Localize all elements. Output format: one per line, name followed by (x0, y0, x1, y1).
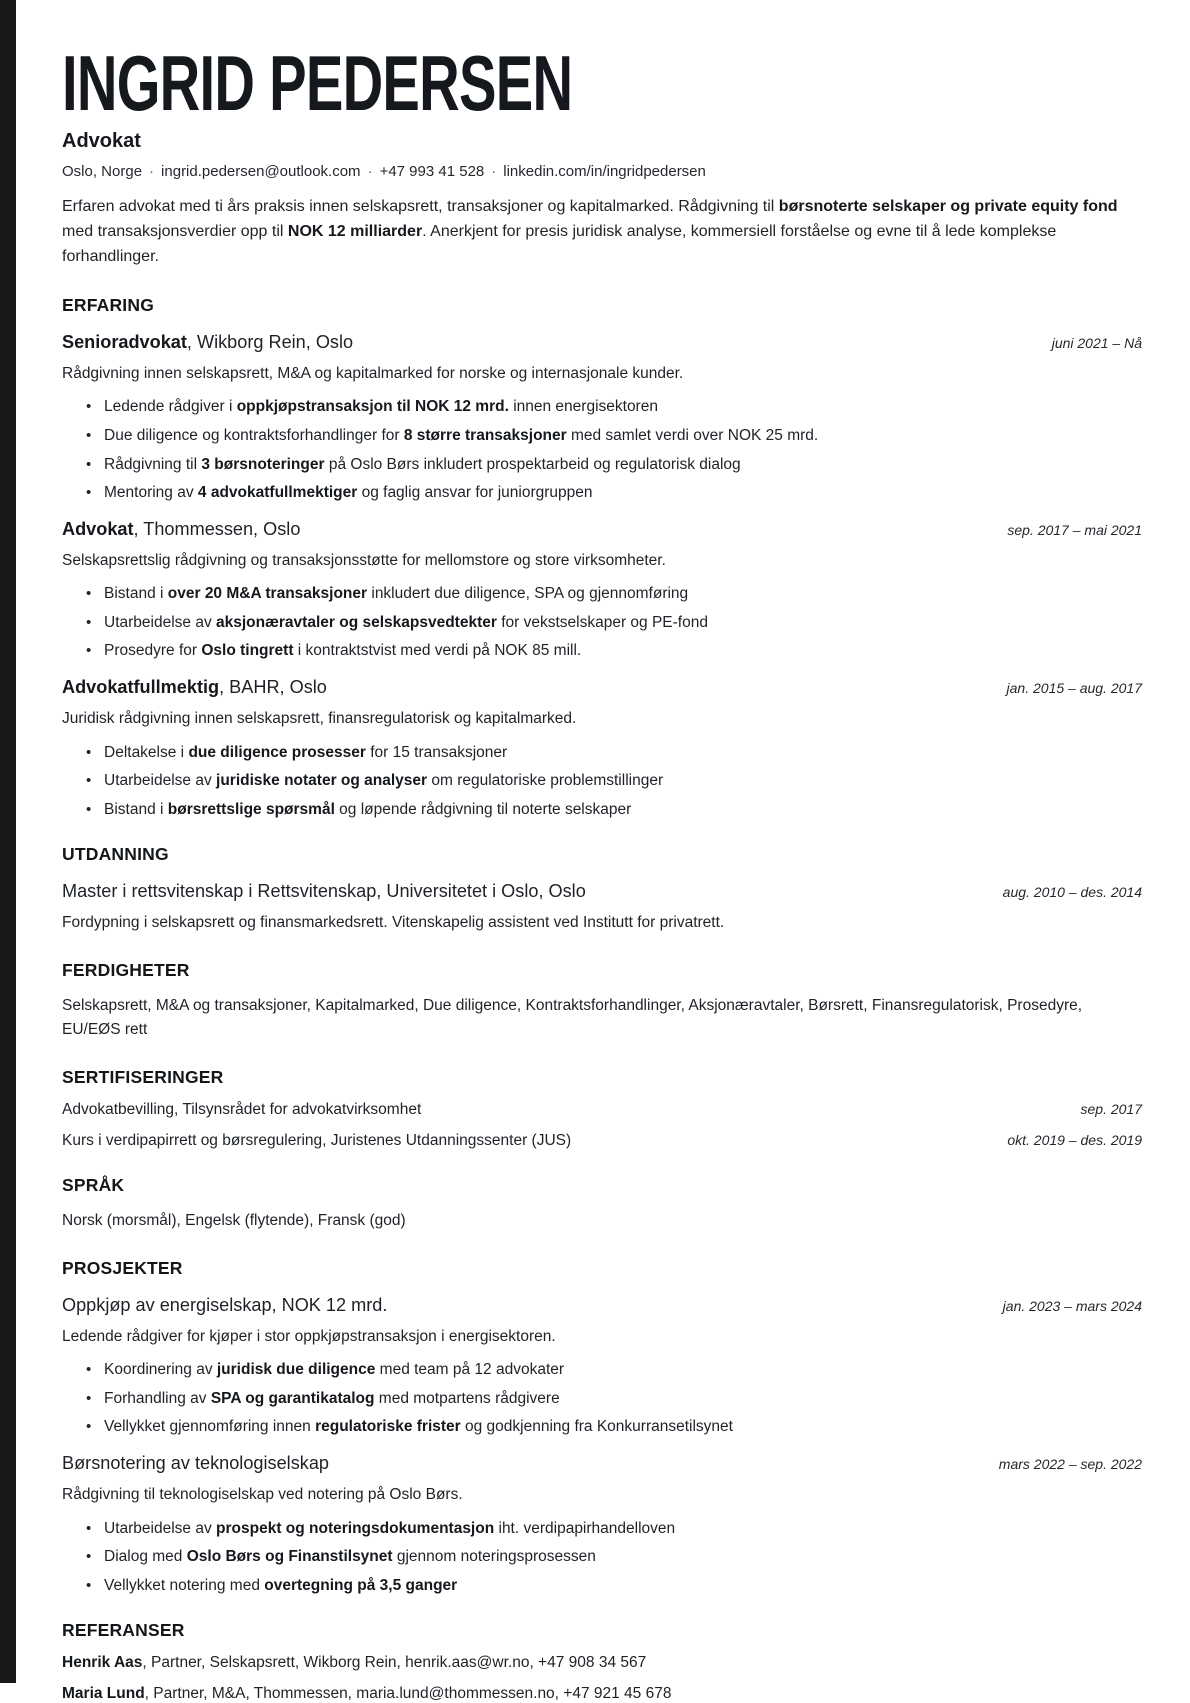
section-certifications (62, 1067, 1142, 1150)
experience-entry (62, 519, 1142, 661)
reference-entry: Henrik Aas, Partner, Selskapsrett, Wikborg Rein, henrik.aas@wr.no, +47 908 34 567 (62, 1654, 647, 1672)
contact-location: Oslo, Norge (62, 163, 143, 181)
bullet-item: • Utarbeidelse av juridiske notater og analyser om regulatoriske problemstillinger (86, 772, 1142, 791)
bullet-item: • Rådgivning til 3 børsnoteringer på Oslo Børs inkludert prospektarbeid og regulatorisk dialog (86, 456, 1142, 475)
section-heading-skills: FERDIGHETER (62, 959, 190, 980)
section-experience (62, 295, 1142, 819)
degree-date: aug. 2010 – des. 2014 (1002, 884, 1142, 901)
entry-head (62, 519, 1142, 540)
bullet-item: • Bistand i børsrettslige spørsmål og løpende rådgivning til noterte selskaper (86, 801, 1142, 820)
job-date: juni 2021 – Nå (1051, 334, 1142, 351)
bullet-item: • Ledende rådgiver i oppkjøpstransaksjon til NOK 12 mrd. innen energisektoren (86, 398, 1142, 417)
section-heading-certifications: SERTIFISERINGER (62, 1066, 224, 1087)
section-languages (62, 1175, 1142, 1233)
certification-date: sep. 2017 (1080, 1100, 1142, 1117)
bullet-item: • Vellykket notering med overtegning på 3,5 ganger (86, 1577, 1142, 1596)
project-description: Rådgivning til teknologiselskap ved notering på Oslo Børs. (62, 1486, 463, 1504)
job-date: jan. 2015 – aug. 2017 (1006, 680, 1142, 697)
section-references (62, 1620, 1142, 1703)
section-skills (62, 960, 1142, 1042)
job-date: sep. 2017 – mai 2021 (1007, 521, 1142, 538)
person-job-title: Advokat (62, 130, 141, 153)
experience-entry (62, 677, 1142, 819)
job-title: Advokatfullmektig, BAHR, Oslo (62, 677, 327, 698)
resume-header (62, 39, 1142, 270)
bullet-item: • Vellykket gjennomføring innen regulatoriske frister og godkjenning fra Konkurransetilsynet (86, 1418, 1142, 1437)
project-entry (62, 1453, 1142, 1595)
job-title: Advokat, Thommessen, Oslo (62, 518, 301, 539)
job-description: Selskapsrettslig rådgivning og transaksjonsstøtte for mellomstore og store virksomheter. (62, 551, 666, 569)
bullet-list (62, 585, 1142, 661)
section-heading-projects: PROSJEKTER (62, 1257, 183, 1278)
bullet-list (62, 1520, 1142, 1596)
bullet-list (62, 744, 1142, 820)
section-education (62, 844, 1142, 934)
bullet-item: • Forhandling av SPA og garantikatalog med motpartens rådgivere (86, 1390, 1142, 1409)
experience-entry (62, 332, 1142, 503)
certification-date: okt. 2019 – des. 2019 (1007, 1131, 1142, 1148)
bullet-item: • Utarbeidelse av aksjonæravtaler og selskapsvedtekter for vekstselskaper og PE-fond (86, 614, 1142, 633)
bullet-item: • Mentoring av 4 advokatfullmektiger og faglig ansvar for juniorgruppen (86, 484, 1142, 503)
bullet-item: • Prosedyre for Oslo tingrett i kontraktstvist med verdi på NOK 85 mill. (86, 642, 1142, 661)
bullet-item: • Due diligence og kontraktsforhandlinger for 8 større transaksjoner med samlet verdi over NOK 25 mrd. (86, 427, 1142, 446)
section-heading-experience: ERFARING (62, 294, 155, 315)
job-description: Juridisk rådgivning innen selskapsrett, finansregulatorisk og kapitalmarked. (62, 710, 577, 728)
entry-head (62, 881, 1142, 902)
contact-phone: +47 993 41 528 (379, 163, 485, 181)
contact-linkedin: linkedin.com/in/ingridpedersen (503, 163, 706, 181)
project-title: Oppkjøp av energiselskap, NOK 12 mrd. (62, 1294, 388, 1315)
section-heading-languages: SPRÅK (62, 1174, 125, 1195)
entry-head (62, 1295, 1142, 1316)
entry-head (62, 1453, 1142, 1474)
certification-title: Advokatbevilling, Tilsynsrådet for advokatvirksomhet (62, 1100, 422, 1118)
bullet-list (62, 1361, 1142, 1437)
degree-description: Fordypning i selskapsrett og finansmarkedsrett. Vitenskapelig assistent ved Institutt for privatrett. (62, 914, 725, 932)
skills-text: Selskapsrett, M&A og transaksjoner, Kapitalmarked, Due diligence, Kontraktsforhandlinger, Aksjonæravtaler, Børsrett, Finansregulatorisk, Prosedyre, EU/EØS rett (62, 996, 1083, 1038)
education-entry (62, 881, 1142, 934)
contact-separator: · (491, 163, 497, 181)
section-projects (62, 1258, 1142, 1596)
bullet-item: • Utarbeidelse av prospekt og noteringsdokumentasjon iht. verdipapirhandelloven (86, 1520, 1142, 1539)
person-name: INGRID PEDERSEN (62, 39, 573, 127)
section-heading-references: REFERANSER (62, 1620, 185, 1641)
contact-separator: · (367, 163, 373, 181)
entry-head (62, 332, 1142, 353)
project-description: Ledende rådgiver for kjøper i stor oppkjøpstransaksjon i energisektoren. (62, 1327, 556, 1345)
bullet-list (62, 398, 1142, 502)
certification-title: Kurs i verdipapirrett og børsregulering, Juristenes Utdanningssenter (JUS) (62, 1131, 572, 1149)
bullet-item: • Koordinering av juridisk due diligence med team på 12 advokater (86, 1361, 1142, 1380)
degree-title: Master i rettsvitenskap i Rettsvitenskap, Universitetet i Oslo, Oslo (62, 881, 586, 902)
contact-separator: · (149, 163, 155, 181)
contact-line (62, 163, 1142, 180)
bullet-item: • Bistand i over 20 M&A transaksjoner inkludert due diligence, SPA og gjennomføring (86, 585, 1142, 604)
certification-entry (62, 1101, 1142, 1119)
summary-paragraph: Erfaren advokat med ti års praksis innen selskapsrett, transaksjoner og kapitalmarked. Rådgivning til børsnoterte selskaper og private equity fond med transaksjonsverdier opp til NOK 12 milliarder. Anerkjent for presis juridisk analyse, kommersiell forståelse og evne til å lede komplekse forhandlinger. (62, 198, 1118, 265)
job-title: Senioradvokat, Wikborg Rein, Oslo (62, 331, 354, 352)
entry-head (62, 677, 1142, 698)
contact-email: ingrid.pedersen@outlook.com (161, 163, 361, 181)
certification-entry (62, 1132, 1142, 1150)
bullet-item: • Dialog med Oslo Børs og Finanstilsynet gjennom noteringsprosessen (86, 1548, 1142, 1567)
bullet-item: • Deltakelse i due diligence prosesser for 15 transaksjoner (86, 744, 1142, 763)
reference-entry: Maria Lund, Partner, M&A, Thommessen, maria.lund@thommessen.no, +47 921 45 678 (62, 1685, 672, 1703)
page-edge-bar (0, 0, 16, 1683)
project-date: mars 2022 – sep. 2022 (998, 1456, 1142, 1473)
job-description: Rådgivning innen selskapsrett, M&A og kapitalmarked for norske og internasjonale kunder. (62, 364, 684, 382)
project-title: Børsnotering av teknologiselskap (62, 1453, 329, 1474)
languages-text: Norsk (morsmål), Engelsk (flytende), Fransk (god) (62, 1211, 406, 1229)
project-date: jan. 2023 – mars 2024 (1002, 1297, 1142, 1314)
project-entry (62, 1295, 1142, 1437)
section-heading-education: UTDANNING (62, 844, 169, 865)
